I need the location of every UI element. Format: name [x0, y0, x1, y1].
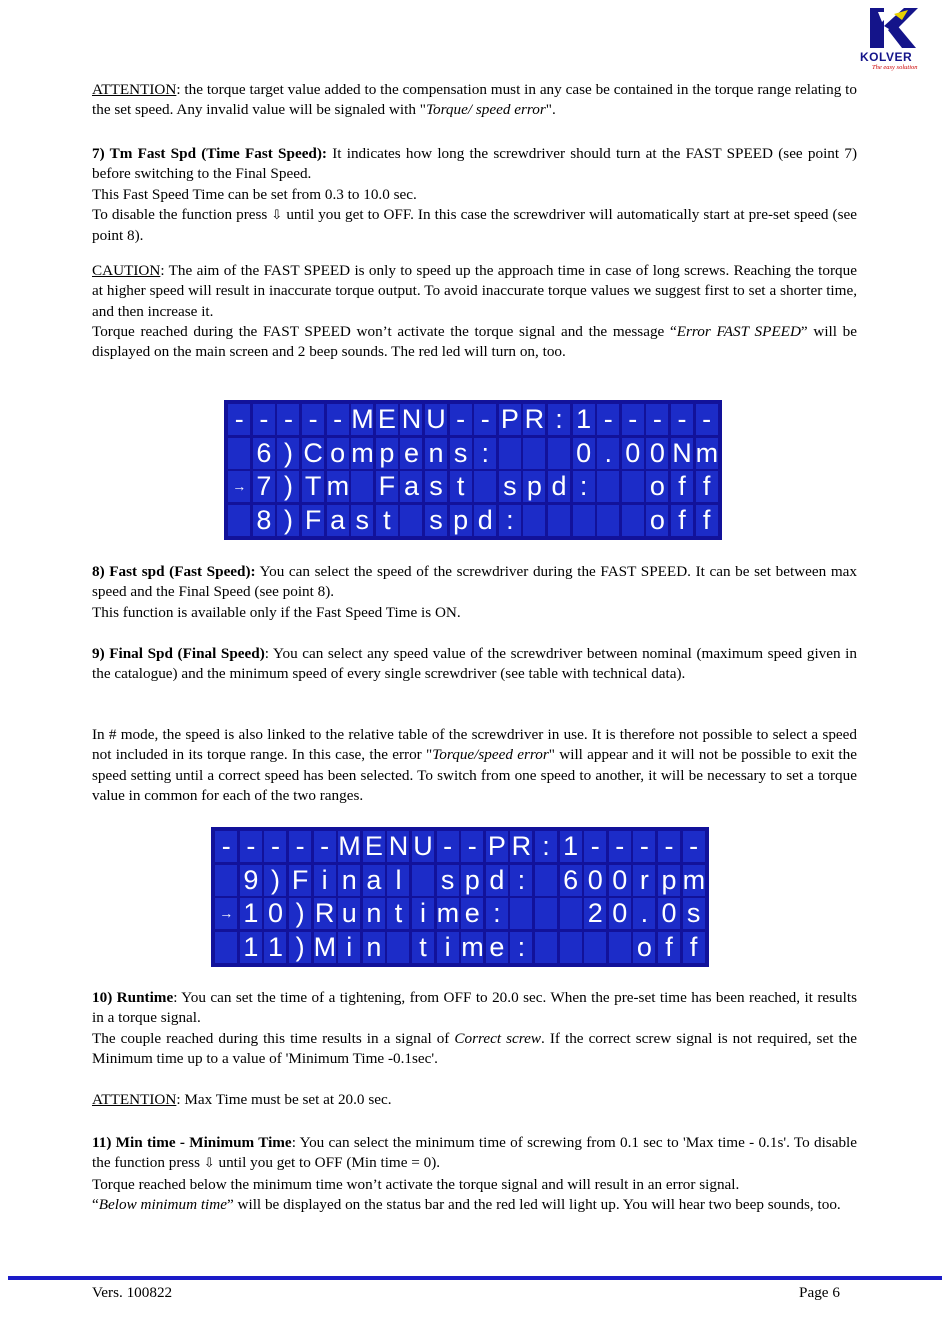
lcd-char: [597, 471, 619, 502]
lcd-char: 0: [609, 865, 631, 896]
lcd-char: -: [683, 831, 705, 862]
lcd-char: -: [264, 831, 286, 862]
lcd-char: d: [486, 865, 508, 896]
lcd-char: M: [313, 931, 336, 962]
lcd-char: -: [277, 404, 299, 435]
lcd-char: [535, 932, 557, 963]
lcd-char: U: [413, 831, 433, 862]
lcd-char: f: [671, 471, 693, 502]
lcd-char: i: [437, 932, 459, 963]
lcd-char: n: [338, 865, 360, 896]
lcd-char: o: [633, 932, 655, 963]
lcd-char: i: [314, 865, 336, 896]
footer-version: Vers. 100822: [92, 1284, 173, 1301]
lcd-char: -: [671, 404, 693, 435]
lcd-char: t: [387, 898, 409, 929]
lcd-char: -: [474, 404, 496, 435]
lcd-char: F: [376, 471, 398, 502]
lcd-char: a: [400, 471, 422, 502]
lcd-char: -: [240, 831, 262, 862]
lcd-char: -: [314, 831, 336, 862]
lcd-char: e: [486, 932, 508, 963]
lcd-char: [609, 932, 631, 963]
lcd-char: [228, 438, 250, 469]
lcd-char: -: [437, 831, 459, 862]
lcd-char: -: [215, 831, 237, 862]
lcd-char: ): [277, 505, 299, 536]
lcd-char: m: [682, 864, 705, 895]
attention-label: ATTENTION: [92, 1091, 177, 1108]
lcd-char: 0: [609, 898, 631, 929]
lcd-char: s: [499, 471, 521, 502]
lcd-char: 0: [573, 438, 595, 469]
lcd-char: f: [696, 505, 718, 536]
lcd-char: t: [450, 471, 472, 502]
lcd-char: [215, 865, 237, 896]
lcd-char: s: [450, 438, 472, 469]
lcd-char: [499, 438, 521, 469]
logo-tagline: The easy solution: [872, 64, 918, 71]
lcd-char: f: [683, 932, 705, 963]
lcd-char: N: [401, 404, 422, 435]
lcd-char: R: [511, 831, 532, 862]
lcd-char: [560, 898, 582, 929]
lcd-char: a: [363, 865, 385, 896]
lcd-char: U: [426, 404, 446, 435]
lcd-char: -: [597, 404, 619, 435]
lcd-char: 1: [573, 404, 595, 435]
lcd-char: R: [524, 404, 545, 435]
lcd-char: -: [609, 831, 631, 862]
section-heading: 7) Tm Fast Spd (Time Fast Speed):: [92, 145, 327, 162]
lcd-char: 6: [560, 865, 582, 896]
lcd-char: -: [327, 404, 349, 435]
lcd-char: [548, 505, 570, 536]
lcd-char: o: [646, 505, 668, 536]
lcd-char: [622, 505, 644, 536]
down-arrow-icon: ⇩: [203, 1156, 215, 1172]
lcd-char: m: [695, 437, 718, 468]
lcd-char: M: [338, 831, 361, 862]
lcd-char: [215, 932, 237, 963]
lcd-char: [351, 471, 373, 502]
lcd-char: n: [363, 898, 385, 929]
lcd-char: E: [377, 404, 396, 435]
lcd-char: ): [264, 865, 286, 896]
section-heading: 8) Fast spd (Fast Speed):: [92, 563, 256, 580]
lcd-char: [622, 471, 644, 502]
lcd-char: [597, 505, 619, 536]
caution-paragraph: CAUTION: The aim of the FAST SPEED is only to speed up the approach time in case of long screws. Reaching the torque at higher speed will result in inaccurate torque output. To avoid inaccurate torque values we suggest first to set a shorter time, and then increase it. Torque reached during the FAST SPEED won’t activate the torque signal and the message “Error FAST SPEED” will be displayed on the main screen and 2 beep sounds. The red led will turn on, too.: [92, 262, 858, 361]
lcd-char: -: [658, 831, 680, 862]
lcd-char: p: [658, 865, 680, 896]
lcd-char: .: [597, 438, 619, 469]
lcd-char: 0: [658, 898, 680, 929]
lcd-char: u: [338, 898, 360, 929]
lcd-char: :: [510, 865, 532, 896]
lcd-char: m: [461, 931, 484, 962]
lcd-char: -: [228, 404, 250, 435]
lcd-char: 2: [584, 898, 606, 929]
lcd-char: -: [302, 404, 324, 435]
lcd-char: P: [487, 831, 506, 862]
lcd-char: p: [523, 471, 545, 502]
section-heading: 9) Final Spd (Final Speed): [92, 645, 265, 662]
lcd-char: 6: [253, 438, 275, 469]
lcd-char: [400, 505, 422, 536]
lcd-char: -: [461, 831, 483, 862]
attention-label: ATTENTION: [92, 81, 177, 98]
section-10-paragraph: 10) Runtime: You can set the time of a tightening, from OFF to 20.0 sec. When the pre-set time has been reached, it results in a torque signal. The couple reached during this time results in a signal of Correct screw. If the correct screw signal is not required, set the Minimum time up to a value of 'Minimum Time -0.1sec'.: [92, 989, 858, 1067]
lcd-char: n: [425, 438, 447, 469]
section-heading: 10) Runtime: [92, 989, 174, 1006]
lcd-char: E: [364, 831, 383, 862]
attention-paragraph: ATTENTION: the torque target value added to the compensation must in any case be contained in the torque range relating to the set speed. Any invalid value will be signaled with "Torque/ speed error".: [92, 81, 857, 119]
lcd-char: 0: [584, 865, 606, 896]
lcd-char: [535, 898, 557, 929]
lcd-char: -: [633, 831, 655, 862]
lcd-char: -: [646, 404, 668, 435]
lcd-char: :: [486, 898, 508, 929]
lcd-menu-display-2: [211, 827, 709, 967]
lcd-char: :: [499, 505, 521, 536]
down-arrow-icon: ⇩: [271, 207, 283, 223]
lcd-char: s: [683, 898, 705, 929]
lcd-char: P: [500, 404, 519, 435]
lcd-char: [387, 932, 409, 963]
lcd-char: i: [338, 932, 360, 963]
lcd-char: [510, 898, 532, 929]
lcd-char: t: [412, 932, 434, 963]
footer-page-number: Page 6: [799, 1284, 840, 1301]
lcd-char: r: [633, 865, 655, 896]
lcd-char: M: [351, 404, 374, 435]
lcd-char: l: [387, 865, 409, 896]
lcd-char: ): [277, 471, 299, 502]
lcd-char: F: [302, 505, 324, 536]
lcd-char: f: [696, 471, 718, 502]
lcd-char: -: [696, 404, 718, 435]
lcd-char: -: [289, 831, 311, 862]
lcd-char: [573, 505, 595, 536]
lcd-char: m: [351, 437, 374, 468]
lcd-char: .: [633, 898, 655, 929]
lcd-char: p: [461, 865, 483, 896]
selection-arrow-icon: →: [228, 471, 250, 502]
section-7-paragraph: 7) Tm Fast Spd (Time Fast Speed): It indicates how long the screwdriver should turn at the FAST SPEED (see point 7) before switching to the Final Speed. This Fast Speed Time can be set from 0.3 to 10.0 sec. To disable the function press ⇩ until you get to OFF. In this case the screwdriver will automatically start at pre-set speed (see point 8).: [92, 145, 858, 245]
lcd-char: -: [450, 404, 472, 435]
lcd-char: -: [253, 404, 275, 435]
speed-mode-paragraph: In # mode, the speed is also linked to the relative table of the screwdriver in use. It is therefore not possible to select a speed not included in its torque range. In this case, the error "Torque/speed error" will appear and it will not be possible to exit the speed setting until a correct speed has been selected. To switch from one speed to another, it will be necessary to set a torque value in common for each of the two ranges.: [92, 726, 857, 804]
lcd-char: N: [672, 437, 692, 468]
lcd-char: p: [450, 505, 472, 536]
selection-arrow-icon: →: [215, 898, 237, 929]
logo-wordmark: KOLVER: [860, 50, 913, 64]
lcd-char: :: [548, 404, 570, 435]
lcd-char: ): [289, 932, 311, 963]
lcd-char: [535, 865, 557, 896]
lcd-char: [548, 438, 570, 469]
lcd-char: s: [425, 471, 447, 502]
lcd-char: e: [400, 438, 422, 469]
lcd-char: -: [622, 404, 644, 435]
lcd-char: -: [584, 831, 606, 862]
lcd-char: 9: [240, 865, 262, 896]
lcd-char: 1: [240, 898, 262, 929]
section-11-paragraph: 11) Min time - Minimum Time: You can select the minimum time of screwing from 0.1 sec to 'Max time - 0.1s'. To disable the function press ⇩ until you get to OFF (Min time = 0). Torque reached below the minimum time won’t activate the torque signal and will result in an error signal. “Below minimum time” will be displayed on the status bar and the red led will light up. You will hear two beep sounds, too.: [92, 1134, 858, 1213]
section-heading: 11) Min time - Minimum Time: [92, 1134, 292, 1151]
lcd-char: o: [327, 438, 349, 469]
lcd-char: :: [573, 471, 595, 502]
lcd-char: 1: [560, 831, 582, 862]
lcd-char: [523, 505, 545, 536]
lcd-char: s: [425, 505, 447, 536]
lcd-char: [560, 932, 582, 963]
lcd-char: f: [671, 505, 693, 536]
lcd-char: d: [474, 505, 496, 536]
lcd-char: a: [327, 505, 349, 536]
lcd-char: m: [436, 898, 459, 929]
lcd-char: f: [658, 932, 680, 963]
lcd-char: [412, 865, 434, 896]
lcd-char: :: [510, 932, 532, 963]
lcd-char: n: [363, 932, 385, 963]
lcd-char: ): [277, 438, 299, 469]
lcd-char: 8: [253, 505, 275, 536]
lcd-char: 0: [646, 438, 668, 469]
lcd-char: s: [351, 505, 373, 536]
caution-label: CAUTION: [92, 262, 161, 279]
attention-max-time: ATTENTION: Max Time must be set at 20.0 sec.: [92, 1091, 392, 1108]
lcd-char: [584, 932, 606, 963]
lcd-char: d: [548, 471, 570, 502]
lcd-menu-display-1: [224, 400, 722, 540]
lcd-char: 1: [264, 932, 286, 963]
footer-rule: [8, 1276, 942, 1280]
lcd-char: e: [461, 898, 483, 929]
section-8-paragraph: 8) Fast spd (Fast Speed): You can select the speed of the screwdriver during the FAST SPEED. It can be set between max speed and the Final Speed (see point 8). This function is available only if the Fast Speed Time is ON.: [92, 563, 857, 621]
lcd-char: s: [437, 865, 459, 896]
lcd-char: [228, 505, 250, 536]
lcd-char: N: [388, 831, 409, 862]
lcd-char: 0: [264, 898, 286, 929]
lcd-char: R: [314, 898, 335, 929]
lcd-char: F: [289, 865, 311, 896]
lcd-char: [474, 471, 496, 502]
lcd-char: ): [289, 898, 311, 929]
section-9-paragraph: 9) Final Spd (Final Speed): You can select any speed value of the screwdriver between nominal (maximum speed given in the catalogue) and the minimum speed of every single screwdriver (see table with technical data).: [92, 645, 857, 683]
lcd-char: m: [326, 471, 349, 502]
lcd-char: 0: [622, 438, 644, 469]
lcd-char: :: [535, 831, 557, 862]
lcd-char: p: [376, 438, 398, 469]
lcd-char: o: [646, 471, 668, 502]
lcd-char: i: [412, 898, 434, 929]
lcd-char: 7: [253, 471, 275, 502]
lcd-char: C: [303, 437, 323, 468]
lcd-char: T: [302, 471, 324, 502]
lcd-char: 1: [240, 932, 262, 963]
lcd-char: t: [376, 505, 398, 536]
lcd-char: [523, 438, 545, 469]
lcd-char: :: [474, 438, 496, 469]
